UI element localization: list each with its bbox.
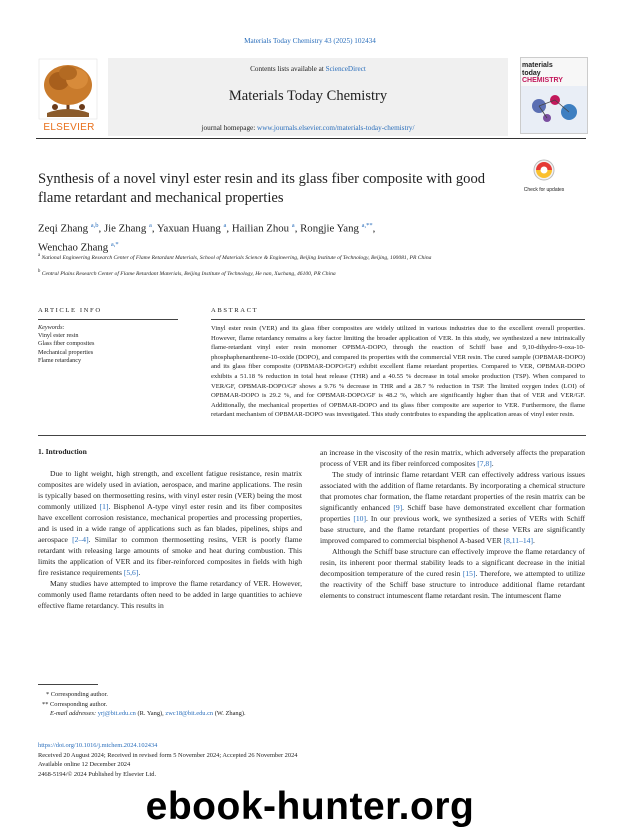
contents-prefix: Contents lists available at: [250, 65, 326, 73]
keyword-item: Vinyl ester resin: [38, 332, 79, 339]
introduction-heading: 1. Introduction: [38, 447, 87, 456]
author-name[interactable]: Zeqi Zhang: [38, 222, 89, 235]
email-link[interactable]: zwc18@bit.edu.cn: [165, 710, 214, 717]
author-affiliation-mark[interactable]: a,b: [90, 222, 99, 229]
text-run: The study of intrinsic flame retardant VER can effectively address various issues associated with the addition of flame retardants. By incorporating a chemical structure that promotes char formation, the flame retardant properties of the resin matrix can be significantly enhanced: [320, 470, 585, 512]
paragraph: [38, 468, 302, 578]
text-run: . Schiff base have demonstrated excellent char formation properties: [320, 503, 585, 523]
homepage-line: [108, 124, 508, 132]
author-name[interactable]: Yaxuan Huang: [156, 222, 221, 235]
journal-reference[interactable]: Materials Today Chemistry 43 (2025) 102434: [244, 37, 376, 45]
email-owner: (W. Zhang).: [213, 710, 246, 717]
email-line: [38, 709, 318, 719]
cover-title-2: today: [522, 69, 541, 77]
homepage-prefix: journal homepage:: [201, 124, 258, 132]
corresponding-author-note: ** Corresponding author.: [42, 700, 108, 708]
check-updates-label: Check for updates: [523, 187, 565, 193]
text-run: .: [533, 536, 535, 545]
publication-info: [38, 741, 358, 779]
email-label: E-mail addresses:: [50, 710, 98, 717]
keywords-label: Keywords:: [38, 324, 65, 331]
corresponding-author-note: * Corresponding author.: [46, 691, 108, 698]
contents-line: [108, 65, 508, 73]
author-name[interactable]: Rongjie Yang: [300, 222, 359, 235]
author-list: Zeqi Zhang $^{a,b}$, Jie Zhang $^a$, Yaxuan Huang $^a$, Hailian Zhou $^a$, Rongjie Yang $^{a,**}$, Wenchao Zhang $^{a,*}$: [38, 222, 376, 254]
abstract-bottom-divider: [38, 435, 586, 436]
article-info-divider: [38, 319, 178, 320]
author-name[interactable]: Hailian Zhou: [231, 222, 290, 235]
author-affiliation-mark[interactable]: a: [223, 222, 227, 229]
author-name[interactable]: Jie Zhang: [103, 222, 147, 235]
email-owner: (R. Yang),: [135, 710, 166, 717]
author-affiliation-mark[interactable]: a: [148, 222, 152, 229]
keyword-list: [38, 332, 94, 365]
left-column-text: [38, 468, 302, 611]
affiliation-mark: a: [38, 253, 41, 258]
citation-link[interactable]: [1]: [99, 502, 109, 511]
citation-link[interactable]: [2–4]: [72, 535, 89, 544]
text-run: . Bisphenol A-type vinyl ester resin and its fiber composites have excellent corrosion resistance, mechanical properties and processing properties, and is used in a wide range of applications such as fan blades, pipelines, ships and aerospace: [38, 502, 302, 544]
citation-link[interactable]: [9]: [393, 503, 403, 512]
available-online: Available online 12 December 2024: [38, 761, 131, 768]
keyword-item: Glass fiber composites: [38, 340, 95, 348]
footnotes: [38, 690, 318, 719]
affiliation-b: [38, 268, 538, 278]
text-run: . In our previous work, we synthesized a series of VERs with Schiff base structure, and the flame retardant properties of these VERs are significantly improved compared to commercial bisphenol A-based VER: [320, 514, 586, 545]
paragraph: [320, 447, 585, 469]
paragraph: [320, 469, 585, 546]
text-run: .: [491, 459, 494, 468]
author-affiliation-mark[interactable]: a,*: [110, 241, 119, 249]
affiliation-text: National Engineering Research Center of Flame Retardant Materials, School of Materials Science & Engineering, Beijing Institute of Technology, Beijing, 100081, PR China: [41, 254, 432, 261]
received-dates: Received 20 August 2024; Received in revised form 5 November 2024; Accepted 26 November 2024: [38, 751, 298, 759]
cover-title-1: materials: [522, 62, 553, 69]
text-run: .: [138, 568, 141, 577]
text-run: an increase in the viscosity of the resin matrix, which adversely affects the preparation process of VER and its fiber reinforced composites: [320, 448, 585, 468]
paragraph: [320, 546, 585, 601]
email-link[interactable]: yrj@bit.edu.cn: [97, 710, 136, 717]
publisher-logo-text: ELSEVIER: [43, 122, 95, 133]
check-updates-icon: [522, 158, 566, 182]
footnote-divider: [38, 684, 98, 685]
right-column-text: [320, 447, 585, 601]
copyright-line: 2468-5194/© 2024 Published by Elsevier Ltd.: [38, 770, 157, 778]
author-affiliation-mark[interactable]: a: [291, 222, 295, 229]
keyword-item: Flame retardancy: [38, 356, 82, 364]
journal-name: Materials Today Chemistry: [228, 88, 388, 104]
abstract-heading: ABSTRACT: [211, 307, 259, 314]
text-run: . Therefore, we attempted to utilize the reactivity of the Schiff base structure to introduce additional flame retardant elements to construct intumescent flame retardant resin. The intumescent flame: [320, 569, 585, 600]
text-run: Although the Schiff base structure can effectively improve the flame retardancy of resin, its inherent poor thermal stability leads to a significant decrease in the initial decomposition temperature of the cured resin: [320, 547, 585, 578]
abstract-text: Vinyl ester resin (VER) and its glass fiber composites are widely utilized in various industries due to the excellent overall properties. However, flame retardancy remains a key factor limiting the broader application of VER. In this study, we synthesized a new intrinsically flame-retardant vinyl ester resin monomer OPBMA-DOPO, through the reaction of Schiff base and 9,10-dihydro-9-oxa-10-phosphaphenanthrene-10-oxide (DOPO), and compared its properties with the commercial VER resin. The cured sample (OPBMAR-DOPO) and its glass fiber composite (OPBMAR-DOPO/GF) exhibit excellent flame retardant properties. Compared to VER, OPBMAR-DOPO exhibits a 51.18 % reduction in total heat release (THR) and a 40.55 % decrease in total smoke production (TSP). When compared to VER/GF, OPBMAR-DOPO/GF shows a 9.76 % decrease in THR and a 28.7 % reduction in TSP. The limited oxygen index (LOI) of OPBMAR-DOPO is 29.2 %, and for OPBMAR-DOPO/GF is 48.2 %, which are significantly higher than that of VER and VER/GF. Additionally, the mechanical properties of OPBMAR-DOPO and its glass fiber composite are superior to VER. Furthermore, the flame retardant mechanism of OPBMAR-DOPO was investigated. This study contributes to expanding the application areas of vinyl ester resin.: [211, 325, 585, 419]
check-for-updates-badge[interactable]: [522, 158, 566, 196]
affiliation-mark: b: [38, 269, 41, 274]
abstract-divider: [211, 319, 585, 320]
paragraph: Many studies have attempted to improve the flame retardancy of VER. However, commonly used flame retardants often need to be added in large quantities to achieve effective flame retardancy. This results in: [38, 579, 302, 610]
keyword-item: Mechanical properties: [38, 348, 94, 356]
citation-link[interactable]: [7,8]: [477, 459, 492, 468]
text-run: . Similar to common thermosetting resins, VER is poorly flame retardant with releasing large amounts of smoke and heat during combustion. This limits the application of VER and its fiber-reinforced composites in fields with high fire resistance requirements: [38, 535, 302, 577]
cover-title: [522, 62, 584, 85]
citation-link[interactable]: [15]: [462, 569, 476, 578]
doi-link[interactable]: https://doi.org/10.1016/j.mtchem.2024.102434: [38, 742, 158, 749]
citation-link[interactable]: [8,11–14]: [503, 536, 534, 545]
author-name[interactable]: Wenchao Zhang: [38, 241, 109, 254]
affiliation-a: [38, 252, 538, 262]
homepage-link[interactable]: www.journals.elsevier.com/materials-today-chemistry/: [257, 124, 415, 132]
author-affiliation-mark[interactable]: a,**: [361, 222, 373, 229]
citation-link[interactable]: [5,6]: [123, 568, 139, 577]
article-info-heading: ARTICLE INFO: [38, 307, 102, 314]
cover-title-3: CHEMISTRY: [522, 77, 563, 84]
citation-link[interactable]: [10]: [353, 514, 367, 523]
sciencedirect-link[interactable]: ScienceDirect: [325, 65, 366, 73]
text-run: Due to light weight, high strength, and excellent fatigue resistance, resin matrix composites are widely used in aviation, aerospace, and marine applications. The resin is typically based on thermosetting resins, with vinyl ester resin (VER) being the most commonly utilized: [38, 469, 302, 511]
affiliation-text: Central Plains Research Center of Flame Retardant Materials, Beijing Institute of Technology, He nan, Xuchang, 46100, PR China: [41, 270, 336, 277]
article-title: Synthesis of a novel vinyl ester resin and its glass fiber composite with good flame retardant and mechanical properties: [38, 171, 486, 206]
watermark: ebook-hunter.org: [145, 785, 475, 828]
